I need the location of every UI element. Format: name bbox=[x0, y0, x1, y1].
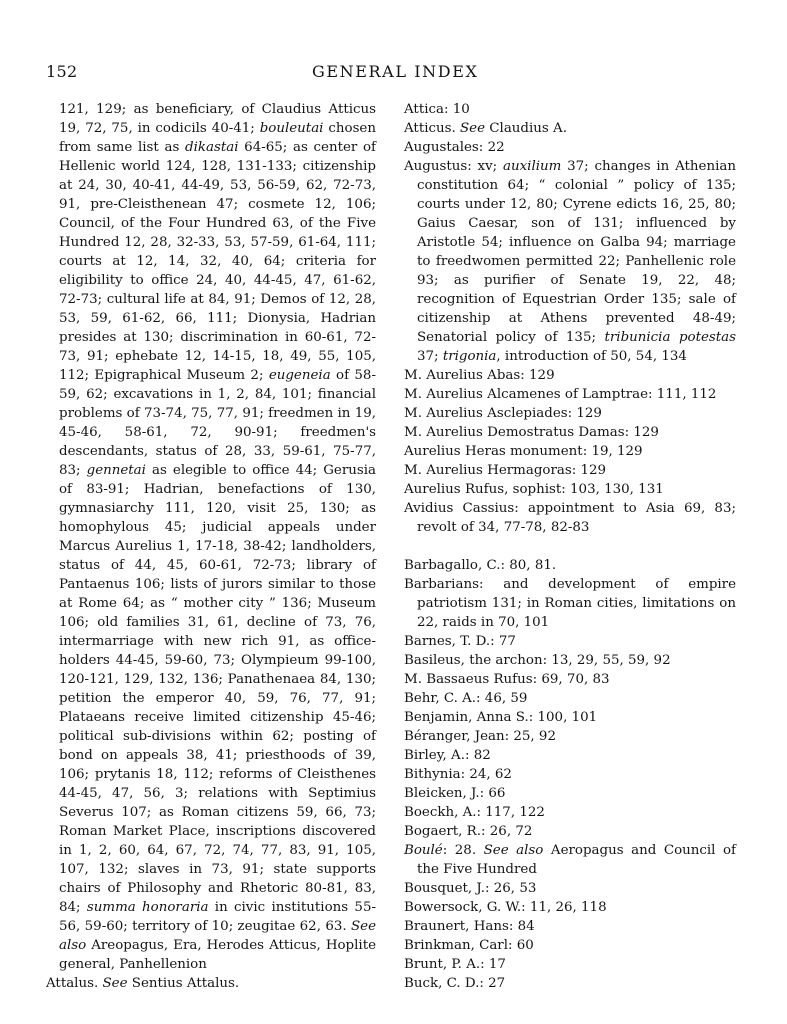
index-entry: Bithynia: 24, 62 bbox=[404, 767, 512, 782]
index-entry: Brunt, P. A.: 17 bbox=[404, 957, 506, 972]
index-entry: Bousquet, J.: 26, 53 bbox=[404, 881, 537, 896]
index-entry: Brinkman, Carl: 60 bbox=[404, 938, 534, 953]
index-entry: M. Aurelius Asclepiades: 129 bbox=[404, 406, 602, 421]
letter-section-gap bbox=[404, 537, 736, 556]
index-entry: Barbarians: and development of empire patriotism 131; in Roman cities, limitations on 22, raids in 70, 101 bbox=[404, 577, 736, 630]
index-entry: Buck, C. D.: 27 bbox=[404, 976, 506, 991]
index-entry: Augustus: xv; auxilium 37; changes in Athenian constitution 64; “ colonial ” policy of 135; courts under 12, 80; Cyrene edicts 16, 25, 80; Gaius Caesar, son of 131; influenced by Aristotle 54; influence on Galba 94; marriage to freedwomen permitted 22; Panhellenic role 93; as purifier of Senate 19, 22, 48; recognition of Equestrian Order 135; sale of citizenship at Athens prevented 48-49; Senatorial policy of 135; tribunicia potestas 37; trigonia, introduction of 50, 54, 134 bbox=[404, 159, 736, 364]
index-entry: Atticus. See Claudius A. bbox=[404, 121, 567, 136]
index-entry: Boeckh, A.: 117, 122 bbox=[404, 805, 545, 820]
index-entry: Aurelius Rufus, sophist: 103, 130, 131 bbox=[404, 482, 664, 497]
index-entry: Aurelius Heras monument: 19, 129 bbox=[404, 444, 643, 459]
index-entry: Bogaert, R.: 26, 72 bbox=[404, 824, 533, 839]
index-entry: Attalus. See Sentius Attalus. bbox=[46, 976, 240, 991]
index-entry-athens-continued: 121, 129; as beneficiary, of Claudius Atticus 19, 72, 75, in codicils 40-41; bouleutai chosen from same list as dikastai 64-65; as center of Hellenic world 124, 128, 131-133; citizenship at 24, 30, 40-41, 44-49, 53, 56-59, 62, 72-73, 91, pre-Cleisthenean 47; cosmete 12, 106; Council, of the Four Hundred 63, of the Five Hundred 12, 28, 32-33, 53, 57-59, 61-64, 111; courts at 12, 14, 32, 40, 64; criteria for eligibility to office 24, 40, 44-45, 47, 61-62, 72-73; cultural life at 84, 91; Demos of 12, 28, 53, 59, 61-62, 66, 111; Dionysia, Hadrian presides at 130; discrimination in 60-61, 72-73, 91; ephebate 12, 14-15, 18, 49, 55, 105, 112; Epigraphical Museum 2; eugeneia of 58-59, 62; excavations in 1, 2, 84, 101; financial problems of 73-74, 75, 77, 91; freedmen in 19, 45-46, 58-61, 72, 90-91; freedmen's descendants, status of 28, 33, 59-61, 75-77, 83; gennetai as elegible to office 44; Gerusia of 83-91; Hadrian, benefactions of 130, gymnasiarchy 111, 120, visit 25, 130; as homophylous 45; judicial appeals under Marcus Aurelius 1, 17-18, 38-42; landholders, status of 44, 45, 60-61, 72-73; library of Pantaenus 106; lists of jurors similar to those at Rome 64; as “ mother city ” 136; Museum 106; old families 31, 61, decline of 73, 76, intermarriage with new rich 91, as office-holders 44-45, 59-60, 73; Olympieum 99-100, 120-121, 129, 132, 136; Panathenaea 84, 130; petition the emperor 40, 59, 76, 77, 91; Plataeans receive limited citizenship 45-46; political sub-divisions within 62; posting of bond on appeals 38, 41; priesthoods of 39, 106; prytanis 18, 112; reforms of Cleisthenes 44-45, 47, 56, 3; relations with Septimius Severus 107; as Roman citizens 59, 66, 73; Roman Market Place, inscriptions discovered in 1, 2, 60, 64, 67, 72, 74, 77, 83, 91, 105, 107, 132; slaves in 73, 91; state supports chairs of Philosophy and Rhetoric 80-81, 83, 84; summa honoraria in civic institutions 55-56, 59-60; territory of 10; zeugitae 62, 63. See also Areopagus, Era, Herodes Atticus, Hoplite general, Panhellenion bbox=[59, 102, 376, 972]
running-head: GENERAL INDEX bbox=[312, 62, 479, 81]
right-column bbox=[404, 100, 736, 993]
index-entry: Bowersock, G. W.: 11, 26, 118 bbox=[404, 900, 607, 915]
index-entry: Attica: 10 bbox=[404, 102, 470, 117]
index-entry: M. Bassaeus Rufus: 69, 70, 83 bbox=[404, 672, 610, 687]
index-entry: Barbagallo, C.: 80, 81. bbox=[404, 558, 557, 573]
index-entry: Barnes, T. D.: 77 bbox=[404, 634, 516, 649]
index-entry: M. Aurelius Alcamenes of Lamptrae: 111, 112 bbox=[404, 387, 717, 402]
index-entry: Bleicken, J.: 66 bbox=[404, 786, 506, 801]
index-entry: Boulé: 28. See also Aeropagus and Council of the Five Hundred bbox=[404, 843, 736, 877]
page-number: 152 bbox=[46, 62, 78, 81]
index-entry: Augustales: 22 bbox=[404, 140, 505, 155]
index-entry: Benjamin, Anna S.: 100, 101 bbox=[404, 710, 598, 725]
index-entry: Basileus, the archon: 13, 29, 55, 59, 92 bbox=[404, 653, 671, 668]
index-entry: Birley, A.: 82 bbox=[404, 748, 491, 763]
index-entry: M. Aurelius Demostratus Damas: 129 bbox=[404, 425, 659, 440]
index-entry: Braunert, Hans: 84 bbox=[404, 919, 535, 934]
left-column bbox=[46, 100, 376, 993]
index-entry: Behr, C. A.: 46, 59 bbox=[404, 691, 528, 706]
index-entry: M. Aurelius Hermagoras: 129 bbox=[404, 463, 607, 478]
index-entry: Avidius Cassius: appointment to Asia 69, 83; revolt of 34, 77-78, 82-83 bbox=[404, 501, 736, 535]
index-entry: Béranger, Jean: 25, 92 bbox=[404, 729, 556, 744]
index-entry: M. Aurelius Abas: 129 bbox=[404, 368, 555, 383]
